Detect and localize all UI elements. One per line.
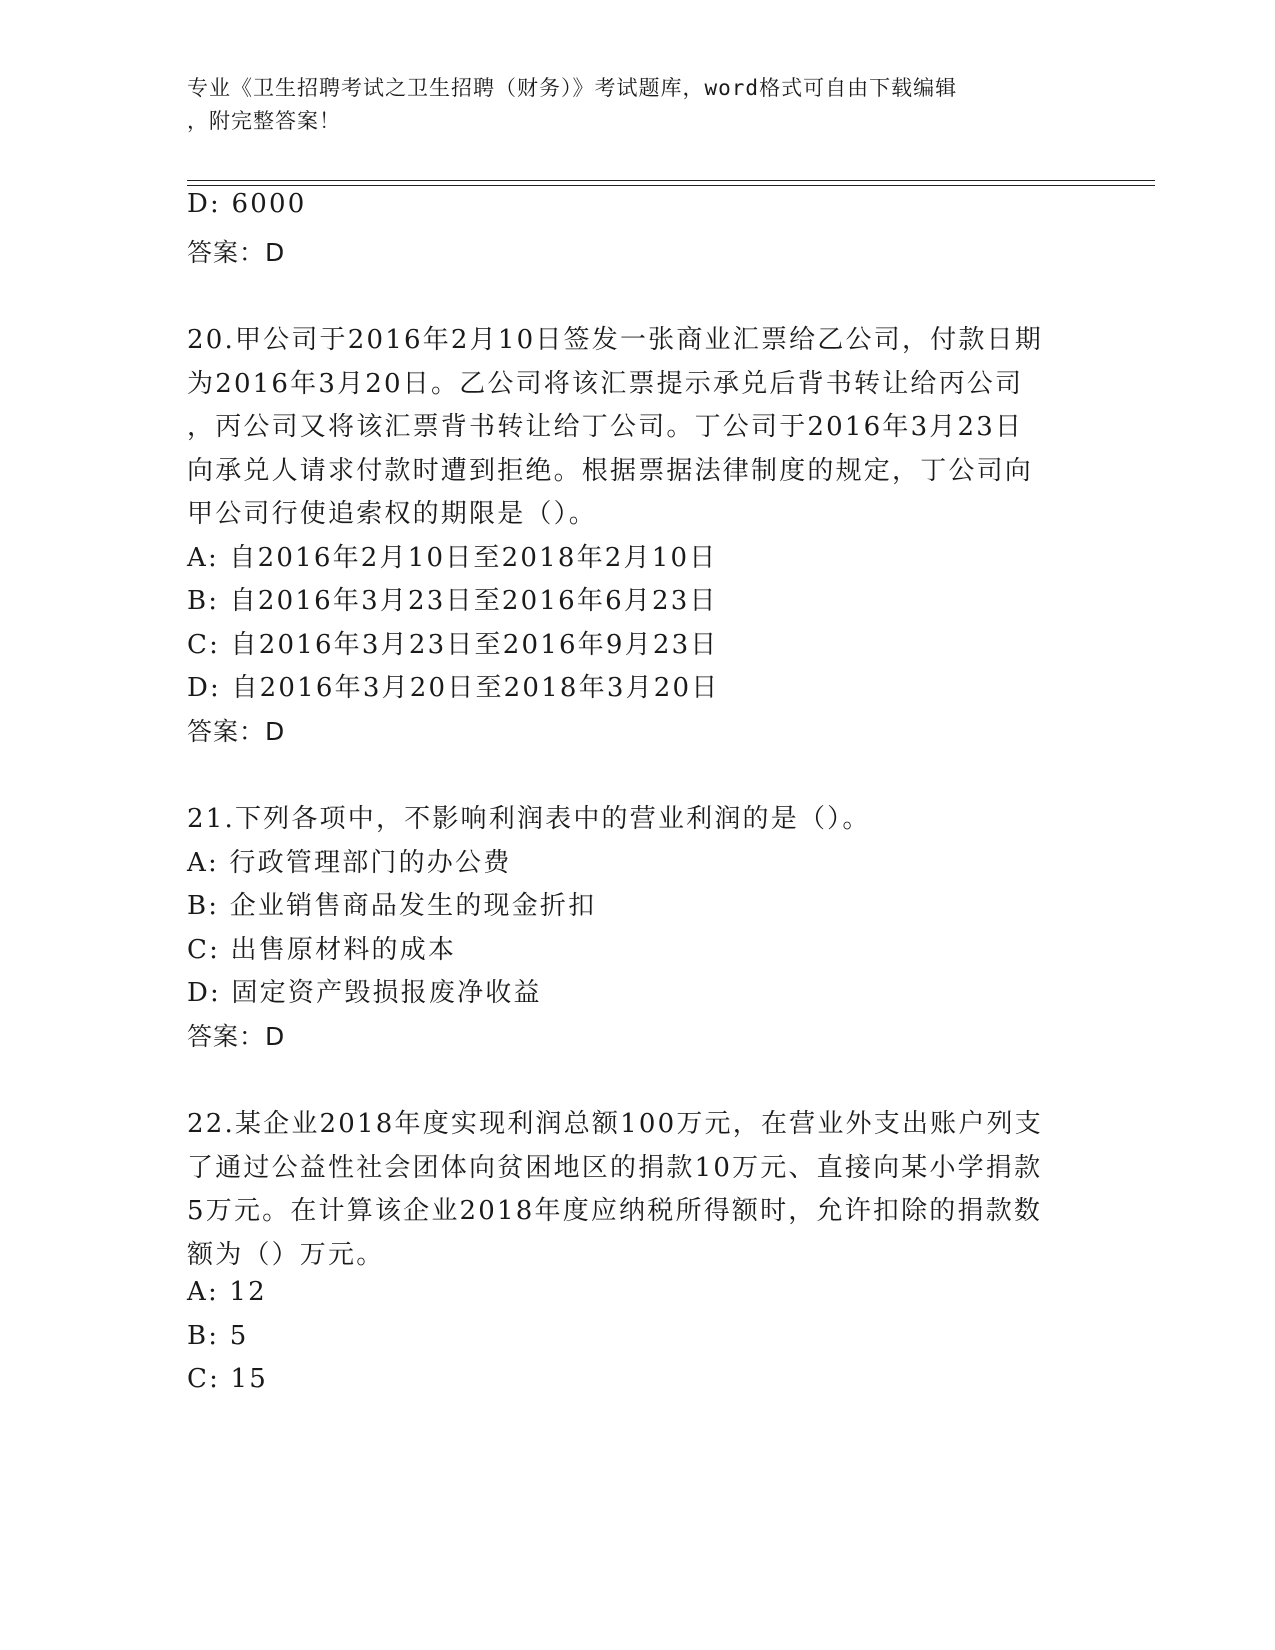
q22-stem-line-2: 了通过公益性社会团体向贫困地区的捐款10万元、直接向某小学捐款: [187, 1153, 1043, 1183]
q22-stem-line-3: 5万元。在计算该企业2018年度应纳税所得额时，允许扣除的捐款数: [187, 1196, 1043, 1226]
prev-answer: 答案：D: [187, 238, 286, 267]
q20-option-b: B: 自2016年3月23日至2016年6月23日: [187, 586, 718, 616]
q21-stem-line-1: 21.下列各项中，不影响利润表中的营业利润的是（）。: [187, 804, 871, 834]
q20-answer: 答案：D: [187, 717, 286, 746]
document-header: [187, 72, 1067, 138]
q22-option-b: B: 5: [187, 1321, 249, 1351]
q20-stem-line-3: ，丙公司又将该汇票背书转让给丁公司。丁公司于2016年3月23日: [187, 412, 1024, 442]
q20-option-c: C: 自2016年3月23日至2016年9月23日: [187, 630, 719, 660]
q20-stem-line-1: 20.甲公司于2016年2月10日签发一张商业汇票给乙公司，付款日期: [187, 325, 1043, 355]
q22-stem-line-1: 22.某企业2018年度实现利润总额100万元，在营业外支出账户列支: [187, 1109, 1043, 1139]
q20-option-d: D: 自2016年3月20日至2018年3月20日: [187, 673, 720, 703]
q21-option-d: D: 固定资产毁损报废净收益: [187, 978, 542, 1008]
q20-option-a: A: 自2016年2月10日至2018年2月10日: [187, 543, 718, 573]
q22-stem-line-4: 额为（）万元。: [187, 1240, 385, 1270]
q21-option-b: B: 企业销售商品发生的现金折扣: [187, 891, 597, 921]
q22-option-a: A: 12: [187, 1277, 267, 1307]
q22-option-c: C: 15: [187, 1364, 269, 1394]
header-rule-top: [187, 180, 1155, 181]
header-line-1: 专业《卫生招聘考试之卫生招聘（财务）》考试题库，word格式可自由下载编辑: [187, 76, 958, 100]
q21-option-a: A: 行政管理部门的办公费: [187, 848, 512, 878]
prev-option-d: D: 6000: [187, 189, 307, 219]
q20-stem-line-2: 为2016年3月20日。乙公司将该汇票提示承兑后背书转让给丙公司: [187, 369, 1024, 399]
q20-stem-line-5: 甲公司行使追索权的期限是（）。: [187, 499, 598, 529]
q21-answer: 答案：D: [187, 1022, 286, 1051]
q20-stem-line-4: 向承兑人请求付款时遭到拒绝。根据票据法律制度的规定，丁公司向: [187, 456, 1034, 486]
q21-option-c: C: 出售原材料的成本: [187, 935, 457, 965]
header-rule-bottom: [187, 185, 1155, 186]
header-line-2: ，附完整答案！: [187, 109, 341, 133]
